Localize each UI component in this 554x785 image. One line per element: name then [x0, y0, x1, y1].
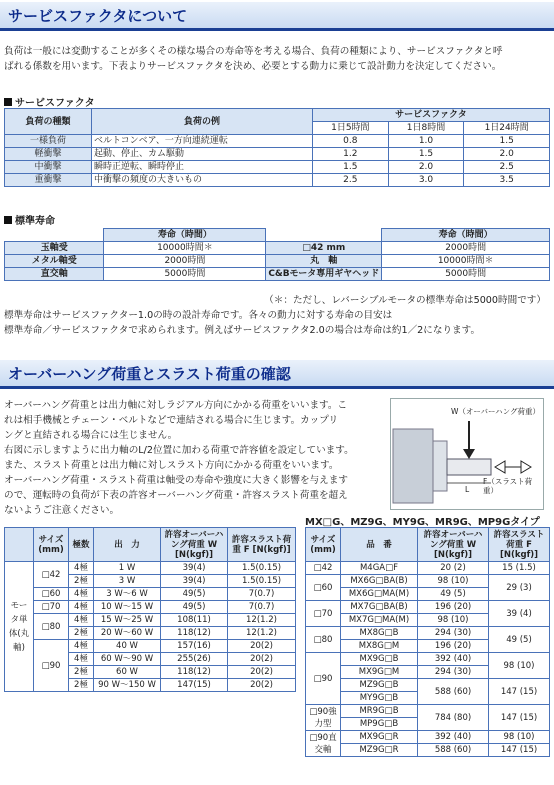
- life-note-2: 標準寿命／サービスファクタで求められます。例えばサービスファクタ2.0の場合は寿命は約1／2になります。: [4, 325, 481, 336]
- sf-heading: サービスファクタ: [4, 94, 95, 109]
- motor-group-label: モータ単体(丸軸): [5, 562, 34, 692]
- section-header-overhang: [0, 360, 554, 389]
- col-size: サイズ(mm): [306, 528, 341, 562]
- col-life-left: 寿命（時間）: [104, 229, 266, 242]
- col-allow-w: 許容オーバーハング荷重 W [N(kgf)]: [418, 528, 489, 562]
- overhang-table-gearhead: [305, 527, 550, 757]
- col-allow-w: 許容オーバーハング荷重 W [N(kgf)]: [161, 528, 228, 562]
- table-row: □90 MX9G□B 392 (40) 98 (10): [306, 653, 550, 666]
- table-row: 直交軸 5000時間 C&Bモータ専用ギヤヘッド 5000時間: [5, 268, 550, 281]
- table-row: MP9G□B: [306, 718, 550, 731]
- table-row: □90強力型 MR9G□B 784 (80) 147 (15): [306, 705, 550, 718]
- overhang-text-4: 右図に示しますように出力軸のL/2位置に加わる荷重で許容値を設定しています。: [4, 445, 354, 456]
- table-row: MX8G□M 196 (20): [306, 640, 550, 653]
- table-row: □90直交軸 MX9G□R 392 (40) 98 (10): [306, 731, 550, 744]
- overhang-text-6: オーバーハング荷重・スラスト荷重は軸受の寿命や強度に大きく影響を与えます: [4, 475, 348, 486]
- table-row: 玉軸受 10000時間＊ □42 mm 2000時間: [5, 242, 550, 255]
- overhang-text-8: ないようご注意ください。: [4, 505, 120, 516]
- col-allow-f: 許容スラスト荷重 F [N(kgf)]: [489, 528, 550, 562]
- life-footnote: （＊：ただし、レバーシブルモータの標準寿命は5000時間です）: [264, 295, 546, 306]
- section-title: サービスファクタについて: [8, 7, 188, 25]
- table-row: 2極 90 W～150 W 147(15) 20(2): [5, 679, 296, 692]
- table-row: 2極 20 W～60 W 118(12) 12(1.2): [5, 627, 296, 640]
- life-heading: 標準寿命: [4, 212, 55, 227]
- table-row: MX6G□MA(M) 49 (5): [306, 588, 550, 601]
- table-row: メタル軸受 2000時間 丸 軸 10000時間＊: [5, 255, 550, 268]
- table-row: 2極 3 W 39(4) 1.5(0.15): [5, 575, 296, 588]
- table-row: 4極 60 W～90 W 255(26) 20(2): [5, 653, 296, 666]
- intro-line-1: 負荷は一般には変動することが多くその様な場合の寿命等を考える場合、負荷の種類により、サービスファクタと呼: [4, 46, 503, 57]
- col-load-type: 負荷の種類: [5, 109, 92, 135]
- col-poles: 極数: [69, 528, 94, 562]
- life-note-1: 標準寿命はサービスファクター1.0の時の設計寿命です。各々の動力に対する寿命の目安は: [4, 310, 393, 321]
- overhang-text-3: ングと直結される場合には生じません。: [4, 430, 178, 441]
- table-row: □80 MX8G□B 294 (30) 49 (5): [306, 627, 550, 640]
- overhang-table-motor: [4, 527, 296, 692]
- table-row: □80 4極 15 W～25 W 108(11) 12(1.2): [5, 614, 296, 627]
- overhang-text-2: れは相手機械とチェーン・ベルトなどで連結される場合に生じます。カップリ: [4, 415, 339, 426]
- table-row: 2極 60 W 118(12) 20(2): [5, 666, 296, 679]
- col-load-example: 負荷の例: [92, 109, 313, 135]
- table-row: 中衝撃 瞬時正逆転、瞬時停止 1.5 2.0 2.5: [5, 161, 550, 174]
- table-row: MZ9G□B 588 (60) 147 (15): [306, 679, 550, 692]
- overhang-text-5: また、スラスト荷重とは出力軸に対しスラスト方向にかかる荷重をいいます。: [4, 460, 339, 471]
- table-row: □42 M4GA□F 20 (2) 15 (1.5): [306, 562, 550, 575]
- col-allow-f: 許容スラスト荷重 F [N(kgf)]: [228, 528, 296, 562]
- gear-table-caption: MX□G、MZ9G、MY9G、MR9G、MP9Gタイプ: [305, 517, 540, 528]
- col-8h: 1日8時間: [388, 122, 464, 135]
- intro-line-2: ばれる係数を用います。下表よりサービスファクタを決め、必要とする動力に乗じて設計動力を決定してください。: [4, 61, 502, 72]
- table-row: □60 4極 3 W～6 W 49(5) 7(0.7): [5, 588, 296, 601]
- section-title: オーバーハング荷重とスラスト荷重の確認: [8, 365, 291, 383]
- w-label: W（オーバーハング荷重）: [451, 407, 541, 416]
- col-24h: 1日24時間: [464, 122, 550, 135]
- service-factor-table: [4, 108, 550, 187]
- col-model: 品 番: [341, 528, 418, 562]
- table-row: MX9G□M 294 (30): [306, 666, 550, 679]
- l-label: L: [465, 485, 470, 494]
- table-row: □70 MX7G□BA(B) 196 (20) 39 (4): [306, 601, 550, 614]
- table-row: 軽衝撃 起動、停止、カム駆動 1.2 1.5 2.0: [5, 148, 550, 161]
- table-row: MY9G□B: [306, 692, 550, 705]
- table-row: MX7G□MA(M) 98 (10): [306, 614, 550, 627]
- col-service-factor: サービスファクタ: [313, 109, 550, 122]
- table-row: □90 4極 40 W 157(16) 20(2): [5, 640, 296, 653]
- table-row: 重衝撃 中衝撃の頻度の大きいもの 2.5 3.0 3.5: [5, 174, 550, 187]
- f-label: F（スラスト荷重）: [483, 477, 533, 495]
- table-row: □70 4極 10 W～15 W 49(5) 7(0.7): [5, 601, 296, 614]
- overhang-text-7: ので、運転時の負荷が下表の許容オーバーハング荷重・許容スラスト荷重を超え: [4, 490, 348, 501]
- table-row: □60 MX6G□BA(B) 98 (10) 29 (3): [306, 575, 550, 588]
- col-output: 出 力: [94, 528, 161, 562]
- load-diagram: [390, 398, 544, 510]
- table-row: MZ9G□R 588 (60) 147 (15): [306, 744, 550, 757]
- standard-life-table: [4, 228, 550, 281]
- section-header-service-factor: [0, 2, 554, 31]
- col-life-right: 寿命（時間）: [382, 229, 550, 242]
- col-5h: 1日5時間: [313, 122, 389, 135]
- table-row: モータ単体(丸軸) □42 4極 1 W 39(4) 1.5(0.15): [5, 562, 296, 575]
- table-row: 一様負荷 ベルトコンベア、一方向連続運転 0.8 1.0 1.5: [5, 135, 550, 148]
- overhang-text-1: オーバーハング荷重とは出力軸に対しラジアル方向にかかる荷重をいいます。こ: [4, 400, 348, 411]
- col-size: サイズ(mm): [34, 528, 69, 562]
